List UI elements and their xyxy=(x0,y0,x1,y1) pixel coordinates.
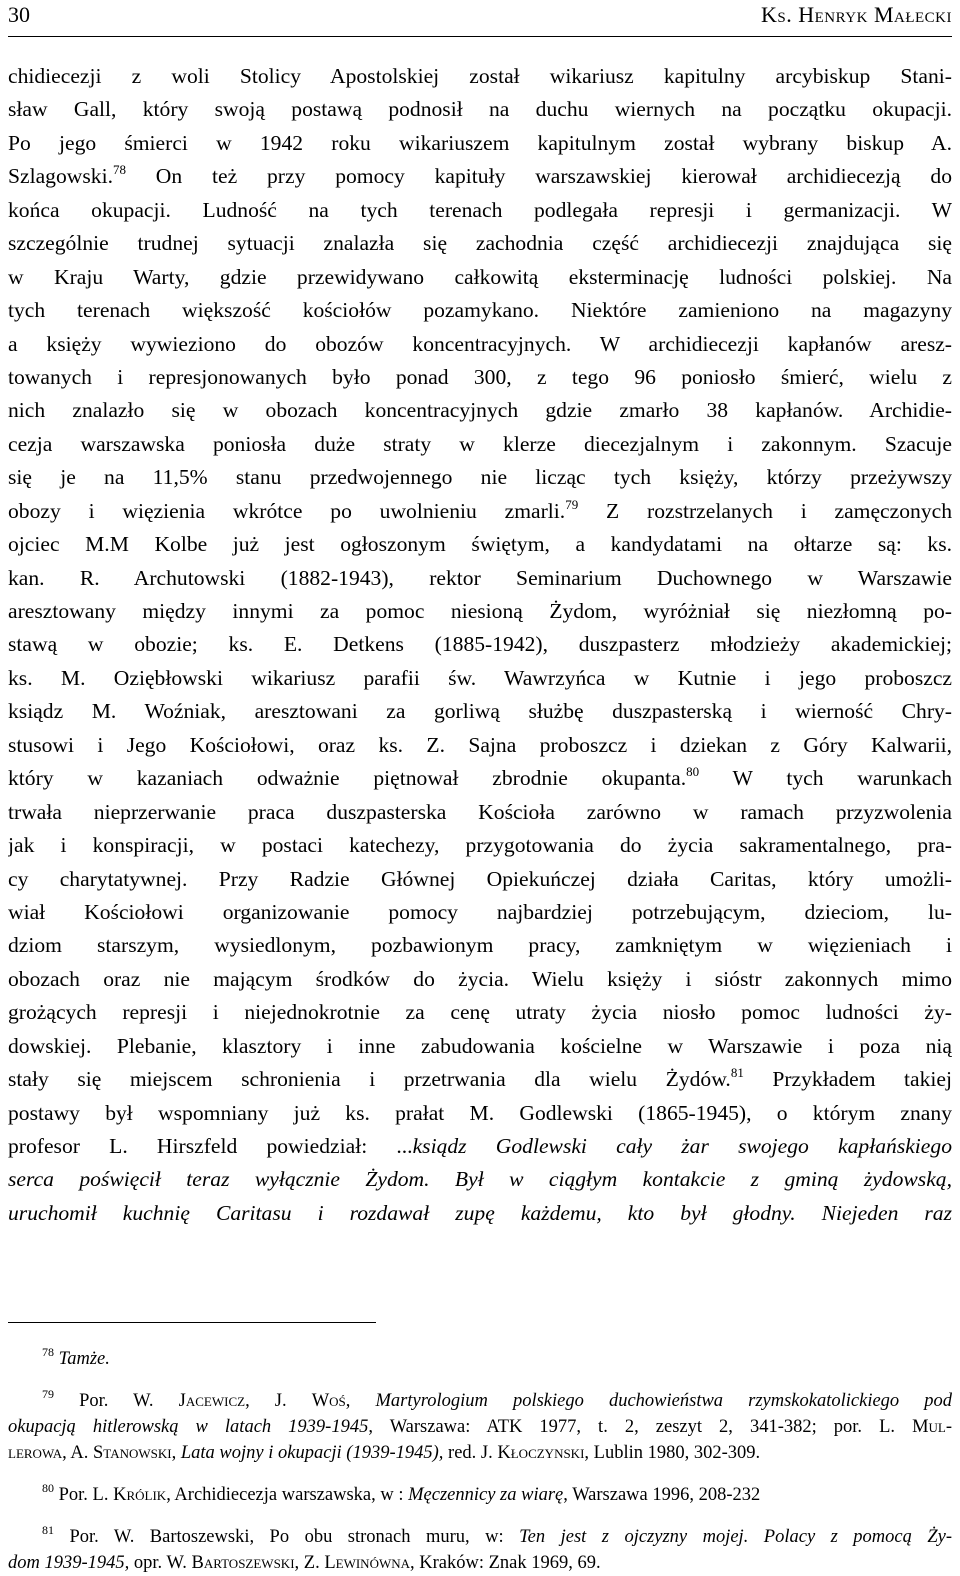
footnote-80: $^{80}$ Por. L. Królik, Archidiecezja warszawska, w : Męczennicy za wiarę, Warszawa 1996, 208-232 xyxy=(42,1482,761,1505)
text-line: stusowi i Jego Kościołowi, oraz ks. Z. Sajna proboszcz i dziekan z Góry Kalwarii, xyxy=(8,732,952,757)
text-line: końca okupacji. Ludność na tych terenach podlegała represji i germanizacji. W xyxy=(8,197,952,222)
text-line: towanych i represjonowanych było ponad 300, z tego 96 poniosło śmierć, wielu z xyxy=(8,364,952,389)
text-line: ojciec M.M Kolbe już jest ogłoszonym świętym, a kandydatami na ołtarze są: ks. xyxy=(8,532,952,557)
body-text xyxy=(8,60,952,1230)
text-line: cy charytatywnej. Przy Radzie Głównej Opiekuńczej działa Caritas, który umożli- xyxy=(8,866,952,891)
text-line: cezja warszawska poniosła duże straty w klerze diecezjalnym i zakonnym. Szacuje xyxy=(8,431,952,456)
text-line: się je na 11,5% stanu przedwojennego nie licząc tych księży, którzy przeżywszy xyxy=(8,465,952,490)
footnote-79-line: lerowa, A. Stanowski, Lata wojny i okupacji (1939-1945), red. J. Kłoczynski, Lublin 1980, 302-309. xyxy=(8,1443,761,1463)
text-line: obozach oraz nie mającym środków do życia. Wielu księży i sióstr zakonnych mimo xyxy=(8,966,952,991)
text-line: tych terenach większość kościołów pozamykano. Niektóre zamieniono na magazyny xyxy=(8,298,952,323)
page-header xyxy=(8,0,952,34)
quotation-line: serca poświęcił teraz wyłącznie Żydom. Był w ciągłym kontakcie z gminą żydowską, xyxy=(8,1167,952,1192)
footnotes xyxy=(8,1346,952,1576)
footnote-rule xyxy=(8,1322,376,1323)
quotation-line: uruchomił kuchnię Caritasu i rozdawał zupę każdemu, kto był głodny. Niejeden raz xyxy=(8,1200,952,1225)
text-line: grożących represji i niejednokrotnie za cenę utraty życia niosło pomoc ludności ży- xyxy=(8,1000,952,1025)
text-line: kan. R. Archutowski (1882-1943), rektor Seminarium Duchownego w Warszawie xyxy=(8,565,952,590)
footnote-ref-81: 81 xyxy=(730,1065,744,1081)
text-line: który w kazaniach odważnie piętnował zbrodnie okupanta.$^{80}$ W tych warunkach xyxy=(8,764,952,791)
text-line: szczególnie trudnej sytuacji znalazła się zachodnia część archidiecezji znajdująca się xyxy=(8,231,952,256)
text-line: Szlagowski.$^{78}$ On też przy pomocy kapituły warszawskiej kierował archidiecezją do xyxy=(8,162,952,189)
quotation: ksiądz Godlewski cały żar swojego kapłańskiego xyxy=(412,1134,952,1158)
running-title: Ks. Henryk Małecki xyxy=(760,2,952,27)
text-line: stały się miejscem schronienia i przetrwania dla wielu Żydów.$^{81}$ Przykładem takiej xyxy=(8,1065,952,1092)
footnote-ref-78: 78 xyxy=(112,162,126,178)
text-line: ksiądz M. Woźniak, aresztowani za gorliwą służbę duszpasterską i wierność Chry- xyxy=(8,699,952,724)
text-line: a księży wywieziono do obozów koncentracyjnych. W archidiecezji kapłanów aresz- xyxy=(8,331,952,356)
header-rule xyxy=(8,36,952,37)
text-line: profesor L. Hirszfeld powiedział: ...ksiądz Godlewski cały żar swojego kapłańskiego xyxy=(8,1134,952,1158)
footnote-81: $^{81}$ Por. W. Bartoszewski, Po obu stronach muru, w: Ten jest z ojczyzny mojej. Polacy z pomocą Ży- xyxy=(42,1524,952,1547)
text-line: dowskiej. Plebanie, klasztory i inne zabudowania kościelne w Warszawie i poza nią xyxy=(8,1033,952,1058)
footnote-78: $^{78}$ Tamże. xyxy=(42,1346,110,1369)
text-line: dziom starszym, wysiedlonym, pozbawionym pracy, zamkniętym w więzieniach i xyxy=(8,933,952,958)
text-line: wiał Kościołowi organizowanie pomocy najbardziej potrzebującym, dzieciom, lu- xyxy=(8,899,952,924)
footnote-79: $^{79}$ Por. W. Jacewicz, J. Woś, Martyrologium polskiego duchowieństwa rzymskokatolickiego pod xyxy=(42,1388,952,1411)
text-line: Po jego śmierci w 1942 roku wikariuszem kapitulnym został wybrany biskup A. xyxy=(8,130,952,155)
text-line: ks. M. Oziębłowski wikariusz parafii św. Wawrzyńca w Kutnie i jego proboszcz xyxy=(8,665,952,690)
page-number: 30 xyxy=(8,2,30,27)
text-line: nich znalazło się w obozach koncentracyjnych gdzie zmarło 38 kapłanów. Archidie- xyxy=(8,398,952,423)
footnote-81-line: dom 1939-1945, opr. W. Bartoszewski, Z. Lewinówna, Kraków: Znak 1969, 69. xyxy=(8,1553,601,1573)
text-line: w Kraju Warty, gdzie przewidywano całkowitą eksterminację ludności polskiej. Na xyxy=(8,264,952,289)
text-line: sław Gall, który swoją postawą podnosił na duchu wiernych na początku okupacji. xyxy=(8,97,952,122)
text-line: obozy i więzienia wkrótce po uwolnieniu zmarli.$^{79}$ Z rozstrzelanych i zamęczonych xyxy=(8,496,952,523)
text-line: trwała nieprzerwanie praca duszpasterska Kościoła zarówno w ramach przyzwolenia xyxy=(8,799,952,824)
footnote-ref-80: 80 xyxy=(686,764,700,780)
footnote-ref-79: 79 xyxy=(565,496,579,512)
text-line: stawą w obozie; ks. E. Detkens (1885-1942), duszpasterz młodzieży akademickiej; xyxy=(8,632,952,657)
text-line: jak i konspiracji, w postaci katechezy, przygotowania do życia sakramentalnego, pra- xyxy=(8,833,952,858)
text-line: aresztowany między innymi za pomoc niesioną Żydom, wyróżniał się niezłomną po- xyxy=(8,599,952,623)
footnote-79-line: okupacją hitlerowską w latach 1939-1945, Warszawa: ATK 1977, t. 2, zeszyt 2, 341-382; por. L. Mul- xyxy=(8,1417,952,1437)
text-line: chidiecezji z woli Stolicy Apostolskiej został wikariusz kapitulny arcybiskup Stani- xyxy=(8,64,952,88)
text-line: postawy był wspomniany już ks. prałat M. Godlewski (1865-1945), o którym znany xyxy=(8,1100,952,1125)
